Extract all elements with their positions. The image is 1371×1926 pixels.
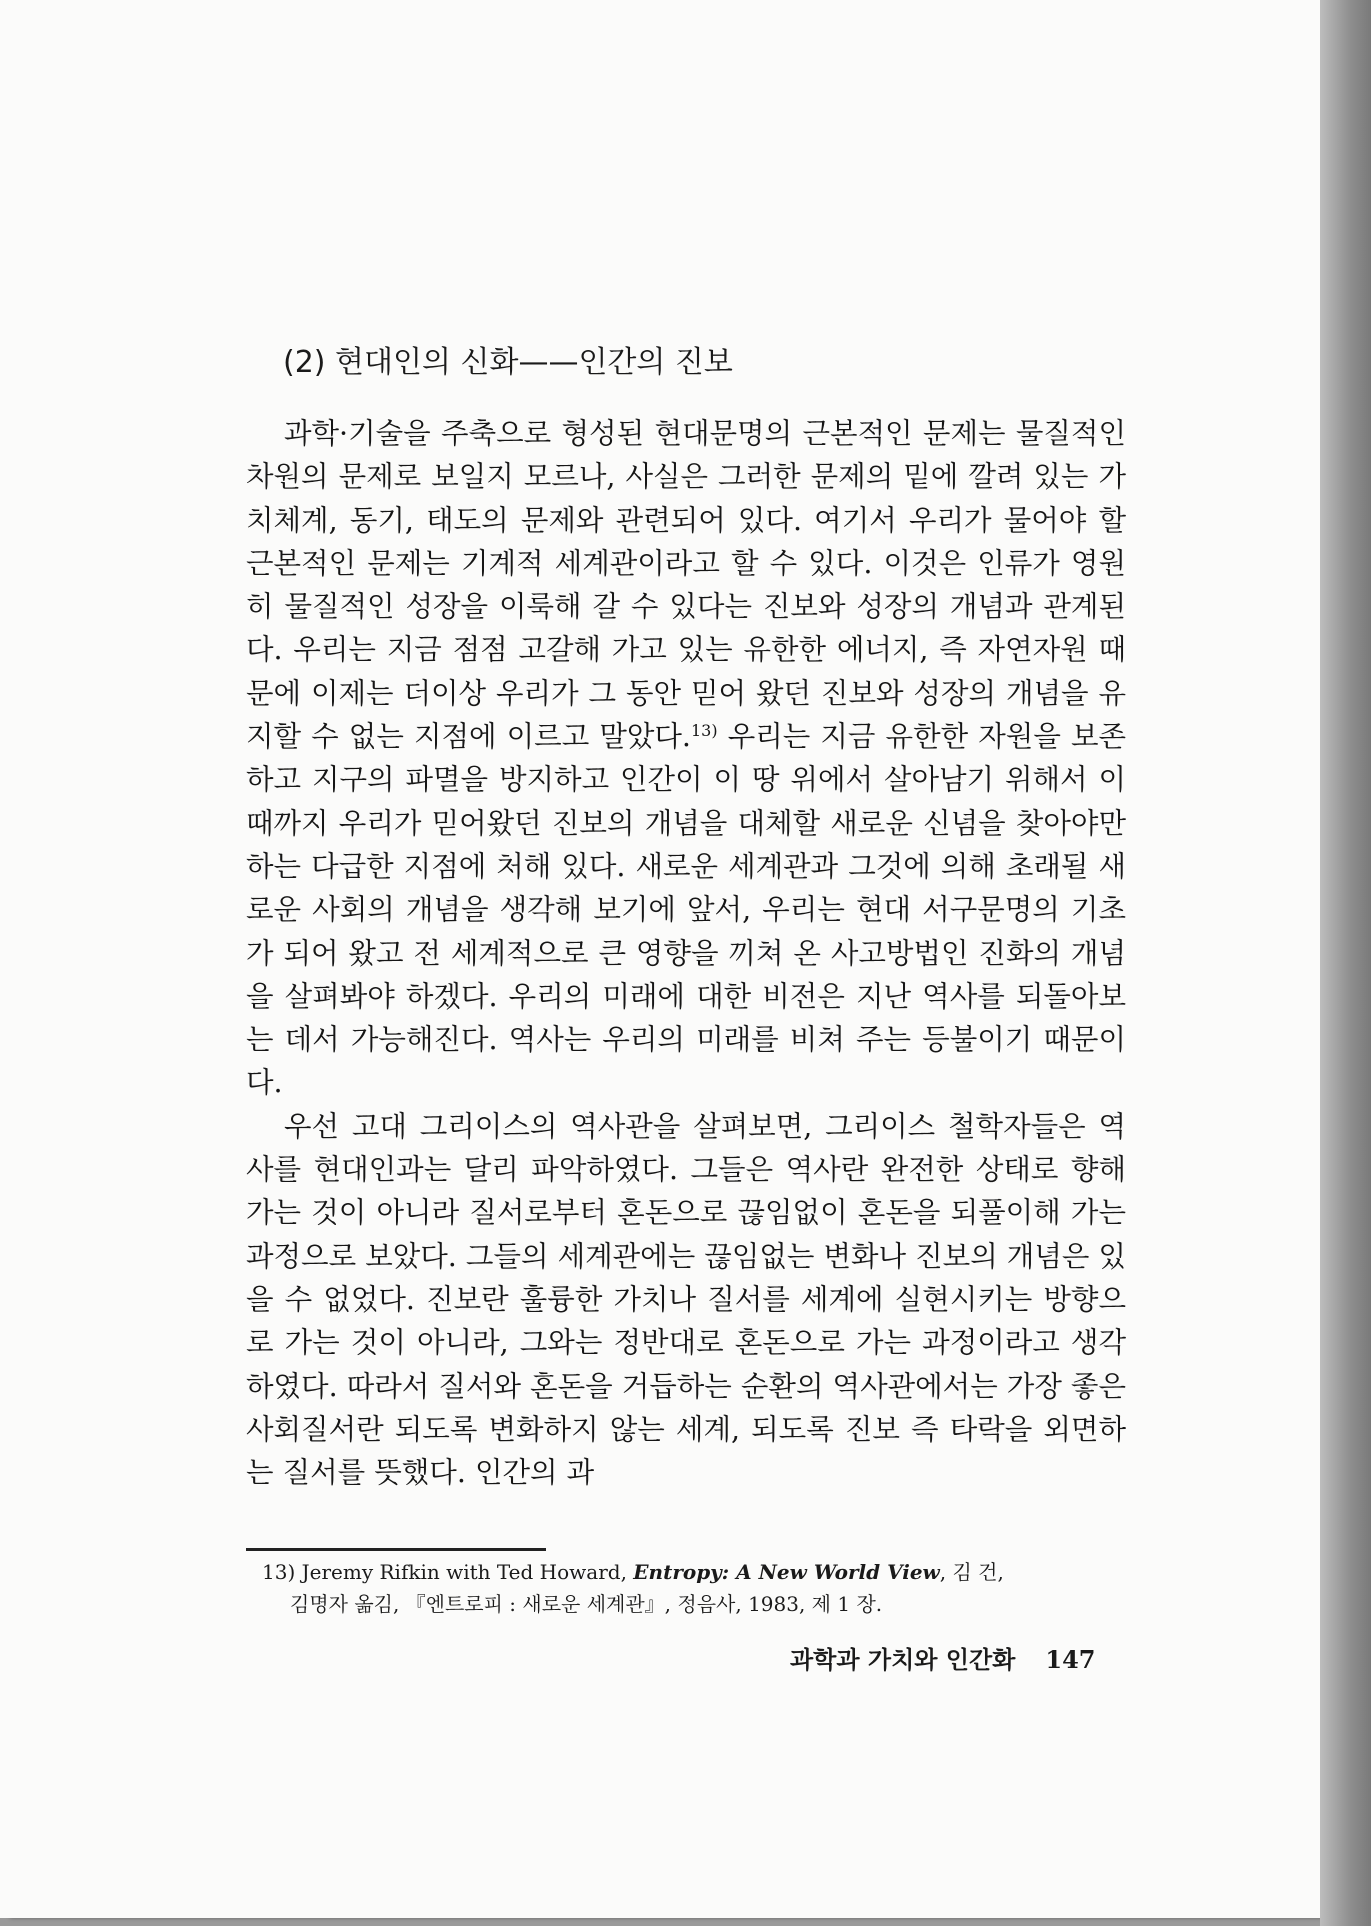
footnote-reference: 13) <box>691 721 718 741</box>
paragraph-1-part-a: 과학·기술을 주축으로 형성된 현대문명의 근본적인 문제는 물질적인 차원의 문제로 보일지 모르나, 사실은 그러한 문제의 밑에 깔려 있는 가치체계, 동기, 태도의 문제와 관련되어 있다. 여기서 우리가 물어야 할 근본적인 문제는 기계적 세계관이라고 할 수 있다. 이것은 인류가 영원히 물질적인 성장을 이룩해 갈 수 있다는 진보와 성장의 개념과 관계된다. 우리는 지금 점점 고갈해 가고 있는 유한한 에너지, 즉 자연자원 때문에 이제는 더이상 우리가 그 동안 믿어 왔던 진보와 성장의 개념을 유지할 수 없는 지점에 이르고 말았다. <box>246 417 1126 754</box>
paragraph-1 <box>246 412 1126 1105</box>
page-number: 147 <box>1045 1645 1096 1674</box>
running-footer-title: 과학과 가치와 인간화 <box>790 1645 1016 1674</box>
page-edge <box>1320 0 1371 1926</box>
paragraph-1-part-b: 우리는 지금 유한한 자원을 보존하고 지구의 파멸을 방지하고 인간이 이 땅 위에서 살아남기 위해서 이때까지 우리가 믿어왔던 진보의 개념을 대체할 새로운 신념을 찾아야만 하는 다급한 지점에 처해 있다. 새로운 세계관과 그것에 의해 초래될 새로운 사회의 개념을 생각해 보기에 앞서, 우리는 현대 서구문명의 기초가 되어 왔고 전 세계적으로 큰 영향을 끼쳐 온 사고방법인 진화의 개념을 살펴봐야 하겠다. 우리의 미래에 대한 비전은 지난 역사를 되돌아보는 데서 가능해진다. 역사는 우리의 미래를 비쳐 주는 등불이기 때문이다. <box>246 720 1127 1100</box>
footnote-book-title: Entropy: A New World View <box>633 1560 940 1584</box>
footnote-divider <box>246 1548 546 1551</box>
section-heading: (2) 현대인의 신화——인간의 진보 <box>283 345 733 380</box>
footnote-number: 13) <box>262 1560 296 1584</box>
footnote <box>262 1556 1122 1620</box>
footnote-line-2: 김명자 옮김, 『엔트로피 : 새로운 세계관』, 정음사, 1983, 제 1 장. <box>290 1592 883 1616</box>
footnote-text-b: , 김 건, <box>939 1560 1004 1584</box>
running-footer <box>790 1640 1095 1675</box>
footnote-text-a: Jeremy Rifkin with Ted Howard, <box>295 1560 634 1584</box>
paragraph-2: 우선 고대 그리이스의 역사관을 살펴보면, 그리이스 철학자들은 역사를 현대인과는 달리 파악하였다. 그들은 역사란 완전한 상태로 향해 가는 것이 아니라 질서로부터 혼돈으로 끊임없이 혼돈을 되풀이해 가는 과정으로 보았다. 그들의 세계관에는 끊임없는 변화나 진보의 개념은 있을 수 없었다. 진보란 훌륭한 가치나 질서를 세계에 실현시키는 방향으로 가는 것이 아니라, 그와는 정반대로 혼돈으로 가는 과정이라고 생각하였다. 따라서 질서와 혼돈을 거듭하는 순환의 역사관에서는 가장 좋은 사회질서란 되도록 변화하지 않는 세계, 되도록 진보 즉 타락을 외면하는 질서를 뜻했다. 인간의 과 <box>246 1109 1126 1490</box>
body-text <box>246 412 1126 1494</box>
